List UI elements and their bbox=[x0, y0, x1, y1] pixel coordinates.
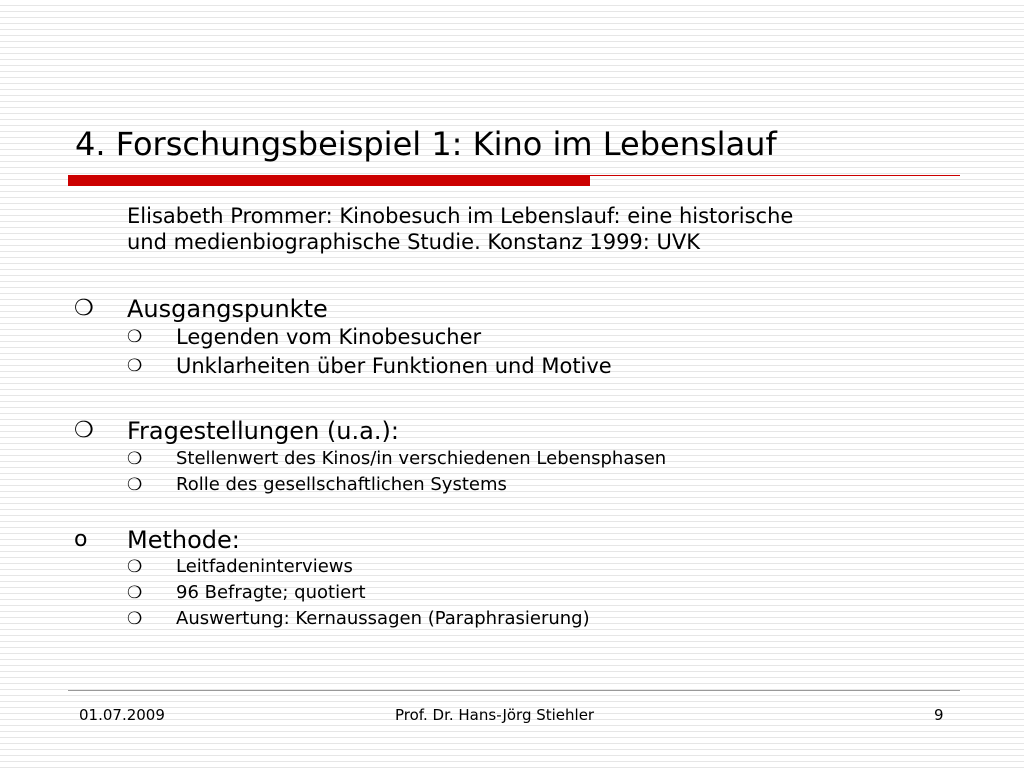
bullet-o-icon: o bbox=[74, 527, 88, 552]
footer-author: Prof. Dr. Hans-Jörg Stiehler bbox=[395, 706, 595, 724]
list-item-text: Auswertung: Kernaussagen (Paraphrasierung) bbox=[176, 608, 590, 629]
intro-line-2: und medienbiographische Studie. Konstanz 1999: UVK bbox=[127, 230, 701, 254]
bullet-circle-icon: ❍ bbox=[74, 296, 94, 321]
list-item-text: Leitfadeninterviews bbox=[176, 556, 353, 577]
title-underline-rule bbox=[590, 175, 960, 176]
footer-rule bbox=[68, 690, 960, 691]
bullet-circle-icon: ❍ bbox=[127, 356, 143, 376]
bullet-circle-icon: ❍ bbox=[127, 583, 143, 603]
footer-date: 01.07.2009 bbox=[79, 706, 165, 724]
footer-page-number: 9 bbox=[934, 706, 944, 724]
list-item-text: Stellenwert des Kinos/in verschiedenen Lebensphasen bbox=[176, 448, 667, 469]
bullet-circle-icon: ❍ bbox=[127, 327, 143, 347]
section-heading-text: Fragestellungen (u.a.): bbox=[127, 417, 399, 445]
bullet-circle-icon: ❍ bbox=[127, 609, 143, 629]
list-item-text: Unklarheiten über Funktionen und Motive bbox=[176, 354, 612, 378]
bullet-circle-icon: ❍ bbox=[127, 449, 143, 469]
section-heading-text: Ausgangspunkte bbox=[127, 295, 328, 323]
list-item-text: Rolle des gesellschaftlichen Systems bbox=[176, 474, 507, 495]
intro-line-1: Elisabeth Prommer: Kinobesuch im Lebenslauf: eine historische bbox=[127, 204, 794, 228]
section-heading-text: Methode: bbox=[127, 526, 240, 554]
intro-citation bbox=[127, 203, 793, 255]
list-item-text: Legenden vom Kinobesucher bbox=[176, 325, 482, 349]
bullet-circle-icon: ❍ bbox=[74, 418, 94, 443]
slide-title: 4. Forschungsbeispiel 1: Kino im Lebenslauf bbox=[75, 125, 777, 163]
bullet-circle-icon: ❍ bbox=[127, 557, 143, 577]
bullet-circle-icon: ❍ bbox=[127, 475, 143, 495]
title-underline-bar bbox=[68, 175, 590, 186]
list-item-text: 96 Befragte; quotiert bbox=[176, 582, 366, 603]
